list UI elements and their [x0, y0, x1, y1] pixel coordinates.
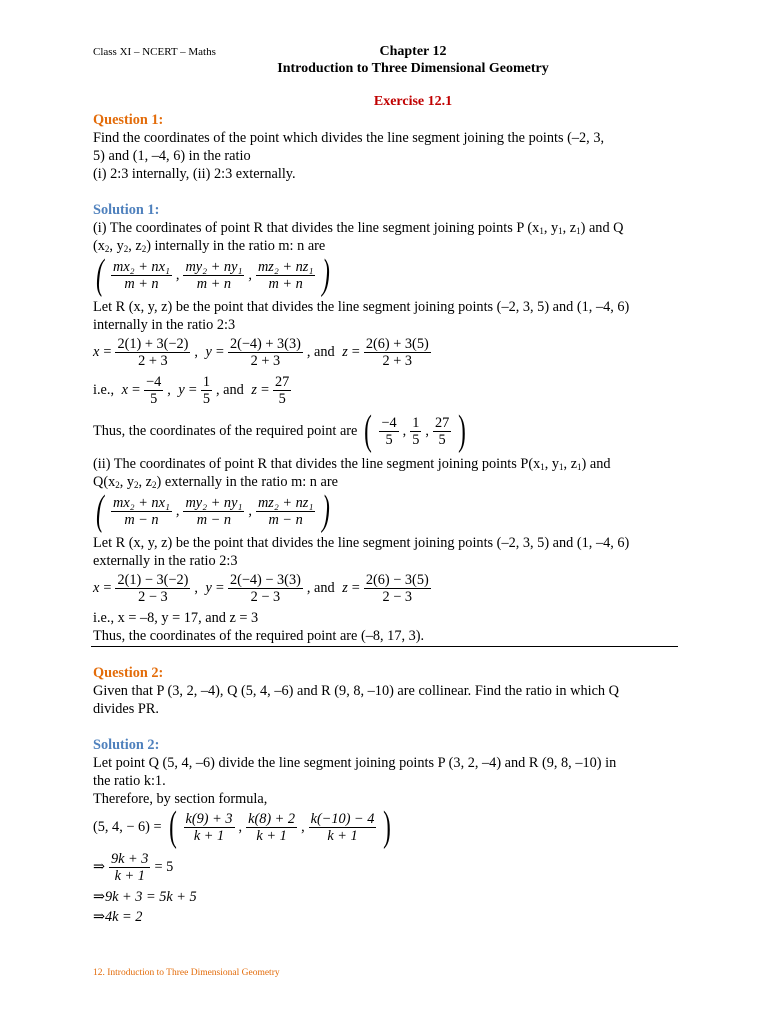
solution-1-let2-line2: externally in the ratio 2:3 [93, 553, 238, 569]
question-2-line1: Given that P (3, 2, –4), Q (5, 4, –6) and R (9, 8, –10) are collinear. Find the ratio in which Q [93, 683, 619, 699]
solution-2-line2: the ratio k:1. [93, 773, 166, 789]
solution-1-ii-answer: Thus, the coordinates of the required point are (–8, 17, 3). [93, 628, 425, 644]
solution-1-ii-line2: $Q(x_2$, $y_2$, $z_2$) externally in the ratio m: n are [93, 474, 338, 490]
solution-1-i-result: i.e., x = $\frac{-4}{5}$ , y = $\frac{1}{5}$ , and z = $\frac{27}{5}$ [93, 374, 290, 407]
solution-2-step2: ⇒9k + 3 = 5k + 5 [93, 889, 197, 905]
question-1-line2: 5) and (1, –4, 6) in the ratio [93, 148, 251, 164]
solution-1-let-line1: Let R (x, y, z) be the point that divides the line segment joining points (–2, 3, 5) and (1, –4, 6) [93, 299, 630, 315]
exercise-title: Exercise 12.1 [373, 94, 453, 109]
question-1-line1: Find the coordinates of the point which divides the line segment joining the points (–2, 3, [93, 130, 605, 146]
question-1-label: Question 1: [93, 112, 164, 128]
solution-1-ii-result: i.e., x = –8, y = 17, and z = 3 [93, 610, 259, 626]
solution-1-ii-line1: (ii) The coordinates of point R that divides the line segment joining points $P(x_1$, $y_1$, $z_1$) and [93, 456, 611, 472]
solution-2-line3: Therefore, by section formula, [93, 791, 268, 807]
solution-2-step3: ⇒4k = 2 [93, 909, 143, 925]
solution-2-label: Solution 2: [93, 737, 160, 753]
question-1-line3: (i) 2:3 internally, (ii) 2:3 externally. [93, 166, 296, 182]
solution-1-i-calc: x = $\frac{2(1) + 3(-2)}{2 + 3}$ , y = $\frac{2(-4) + 3(3)}{2 + 3}$ , and z = $\frac{2(6) + 3(5)}{2 + 3}$ [93, 336, 429, 369]
section-formula-external: ( $\frac{\text{mx₂ + nx₁}}{m - n}$ , $\frac{\text{my₂ + ny₁}}{m - n}$ , $\frac{\text{mz₂ + nz₁}}{m - n}$ ) [96, 488, 331, 534]
solution-1-let2-line1: Let R (x, y, z) be the point that divides the line segment joining points (–2, 3, 5) and (1, –4, 6) [93, 535, 630, 551]
question-2-label: Question 2: [93, 665, 164, 681]
solution-1-i-line2: ($x_2$, $y_2$, $z_2$) internally in the ratio m: n are [93, 238, 326, 254]
solution-1-label: Solution 1: [93, 202, 160, 218]
header-class-label: Class XI – NCERT – Maths [93, 46, 216, 58]
solution-1-i-line1: (i) The coordinates of point R that divides the line segment joining points P ($x_1$, $y_1$, $z_1$) and Q [93, 220, 624, 236]
section-divider [91, 646, 678, 647]
page-footer: 12. Introduction to Three Dimensional Geometry [93, 968, 280, 978]
chapter-title: Introduction to Three Dimensional Geometry [277, 61, 549, 76]
solution-2-step1: ⇒ $\frac{9k + 3}{k + 1}$ = 5 [93, 851, 174, 884]
solution-1-let-line2: internally in the ratio 2:3 [93, 317, 236, 333]
solution-2-section-formula: (5, 4, − 6) = ( $\frac{k(9) + 3}{k + 1}$ , $\frac{k(8) + 2}{k + 1}$ , $\frac{k(-10) - 4}{k + 1}$ ) [93, 804, 392, 850]
solution-1-ii-calc: x = $\frac{2(1) - 3(-2)}{2 - 3}$ , y = $\frac{2(-4) - 3(3)}{2 - 3}$ , and z = $\frac{2(6) - 3(5)}{2 - 3}$ [93, 572, 429, 605]
solution-1-i-answer: Thus, the coordinates of the required point are ( $\frac{-4}{5}$ , $\frac{1}{5}$ , $\frac{27}{5}$ ) [93, 408, 467, 454]
chapter-number: Chapter 12 [379, 44, 447, 59]
section-formula-internal: ( $\frac{\text{mx₂ + nx₁}}{m + n}$ , $\frac{\text{my₂ + ny₁}}{m + n}$ , $\frac{\text{mz₂ + nz₁}}{m + n}$ ) [96, 252, 331, 298]
question-2-line2: divides PR. [93, 701, 159, 717]
solution-2-line1: Let point Q (5, 4, –6) divide the line segment joining points P (3, 2, –4) and R (9, 8, –10) in [93, 755, 617, 771]
